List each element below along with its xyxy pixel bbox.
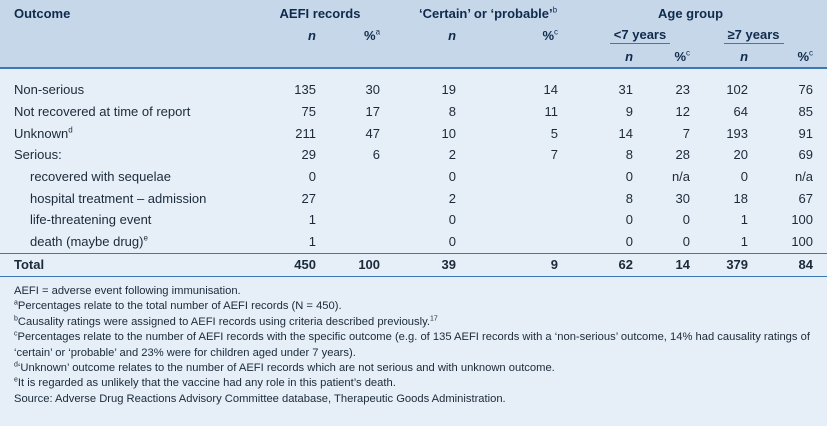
cell-cp-pct: 5 [550,125,559,141]
table-row [0,79,827,101]
cell-cp-pct: 7 [550,147,559,163]
header-row-subgroups [0,26,827,45]
footnote-e: $^e$It is regarded as unlikely that the vaccine had any role in this patient’s death. [14,376,396,390]
cell-o7-n: 379 [694,253,752,276]
row-label: death (maybe drug)$^e$ [30,233,148,250]
header-aefi-n: n [308,28,316,43]
cell-aefi-n: 0 [308,169,316,185]
cell-u7-n: 0 [625,212,634,228]
row-label: recovered with sequelae [30,169,171,185]
cell-aefi-pct [320,231,390,253]
footnote-source: Source: Adverse Drug Reactions Advisory Committee database, Therapeutic Goods Administration. [14,392,506,405]
cell-aefi-n: 135 [294,82,316,98]
table-row [0,231,827,253]
footnote-aefi: AEFI = adverse event following immunisation. [14,285,241,297]
cell-cp-pct [460,166,568,188]
cell-cp-n: 10 [441,125,457,141]
cell-cp-pct [460,187,568,209]
row-label: Total [0,253,250,276]
header-row-columns [0,45,827,68]
cell-aefi-n: 75 [301,104,316,120]
cell-cp-n: 0 [448,169,457,185]
cell-o7-pct: 100 [791,234,814,250]
cell-o7-n: 1 [740,212,749,228]
table-row [0,144,827,166]
header-age-group: Age group [658,5,724,21]
cell-o7-n: 20 [733,147,749,163]
cell-cp-n: 2 [448,147,457,163]
cell-o7-n: 18 [733,190,749,206]
cell-aefi-pct [320,187,390,209]
cell-u7-n: 0 [625,169,634,185]
cell-aefi-pct: 30 [365,82,381,98]
cell-u7-pct: 28 [675,147,691,163]
footnote-d: $^d$‘Unknown’ outcome relates to the number of AEFI records which are not serious and with unknown outcome. [14,361,555,375]
header-certain-probable: ‘Certain’ or ‘probable’$^b$ [418,5,558,21]
table-row [0,166,827,188]
row-label: Non-serious [14,82,85,98]
footnote-c: $^c$Percentages relate to the number of AEFI records with the specific outcome (e.g. of 135 AEFI records with a ‘non-serious’ outcome, 14% had causality ratings of ‘certain’ or ‘probable’ and 23% were for children aged under 7 years). [14,330,810,359]
cell-u7-n: 31 [618,82,634,98]
cell-u7-pct: 23 [675,82,691,98]
cell-o7-n: 64 [733,104,749,120]
header-cp-pct: %$^c$ [542,27,559,43]
cell-cp-n: 39 [390,253,460,276]
header-o7-n: n [694,45,752,68]
cell-cp-pct [460,209,568,231]
cell-o7-pct: 85 [798,104,814,120]
cell-o7-n: 1 [740,234,749,250]
cell-u7-pct: 7 [682,125,691,141]
cell-aefi-n: 211 [295,125,316,141]
row-label: life-threatening event [30,212,152,228]
cell-u7-n: 0 [625,234,634,250]
cell-u7-n: 9 [625,104,634,120]
cell-aefi-pct: 17 [365,104,381,120]
header-cp-n: n [448,28,457,43]
header-row-groups [0,0,827,26]
cell-u7-pct: 30 [675,190,691,206]
cell-cp-pct: 11 [544,104,559,120]
cell-aefi-n: 29 [301,147,316,163]
cell-cp-n: 2 [448,190,457,206]
cell-aefi-n: 1 [308,212,316,228]
cell-aefi-pct: 47 [365,125,381,141]
cell-cp-n: 19 [441,82,457,98]
cell-u7-n: 8 [625,190,634,206]
header-u7-pct: %$^c$ [637,45,694,68]
cell-cp-pct: 9 [460,253,568,276]
row-label: Unknown$^d$ [14,125,73,141]
cell-u7-pct: 14 [637,253,694,276]
table-row [0,209,827,231]
footnote-b: $^b$Causality ratings were assigned to AEFI records using criteria described previously.$^{17}$ [14,315,438,328]
cell-u7-pct: 12 [675,104,691,120]
cell-cp-n: 0 [448,212,457,228]
row-label: Serious: [14,147,62,163]
cell-aefi-n: 1 [308,234,316,250]
footnote-a: $^a$Percentages relate to the total number of AEFI records (N = 450). [14,299,342,313]
header-aefi-records: AEFI records [279,5,361,21]
cell-o7-n: 102 [726,82,749,98]
cell-cp-n: 8 [448,104,457,120]
header-u7-n: n [568,45,637,68]
cell-aefi-pct [320,209,390,231]
cell-aefi-pct [320,166,390,188]
header-aefi-pct: %$^a$ [364,27,381,43]
cell-o7-pct: 76 [798,82,814,98]
cell-o7-pct: 100 [791,212,814,228]
table-row [0,101,827,123]
cell-u7-pct: n/a [671,169,691,185]
cell-u7-pct: 0 [682,234,691,250]
table-row [0,187,827,209]
cell-cp-pct: 14 [543,82,559,98]
table-row [0,122,827,144]
table-body [0,68,827,276]
cell-o7-pct: 91 [798,125,814,141]
cell-cp-pct [460,231,568,253]
cell-u7-n: 62 [568,253,637,276]
cell-o7-pct: 69 [798,147,814,163]
cell-o7-pct: n/a [794,169,814,185]
cell-aefi-n: 450 [250,253,320,276]
header-under7: <7 years [568,26,694,45]
table-row-total [0,253,827,276]
cell-aefi-n: 27 [301,190,316,206]
header-over7: ≥7 years [694,26,813,45]
cell-u7-n: 14 [618,125,634,141]
cell-o7-pct: 84 [752,253,813,276]
cell-u7-n: 8 [625,147,634,163]
cell-o7-pct: 67 [798,190,814,206]
cell-aefi-pct: 6 [372,147,381,163]
cell-aefi-pct: 100 [320,253,390,276]
row-label: hospital treatment – admission [30,190,207,206]
header-o7-pct: %$^c$ [752,45,813,68]
cell-o7-n: 0 [740,169,749,185]
row-label: Not recovered at time of report [14,104,191,120]
header-outcome: Outcome [14,5,71,21]
table-footnotes [14,284,819,407]
cell-o7-n: 193 [726,125,749,141]
cell-u7-pct: 0 [682,212,691,228]
cell-cp-n: 0 [448,234,457,250]
